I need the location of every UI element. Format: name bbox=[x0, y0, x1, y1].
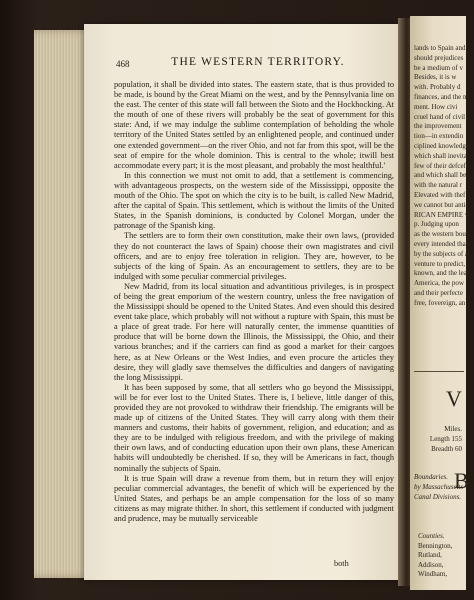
section-rule bbox=[414, 371, 464, 372]
boundaries-line: Canal Divisions. bbox=[414, 493, 462, 501]
facing-line: Elevated with thef bbox=[414, 190, 466, 199]
paragraph: New Madrid, from its local situation and advantitious privileges, is in prospect of being the great emporium of the western country, unless the free navigation of the Mississippi should be opened to the United States. And even should this desired event take place, which probably will not without a rupture with Spain, this must be a place of great trade. For here will naturally center, the immense quantities of produce that will be borne down the Illinois, the Mississippi, the Ohio, and their various branches; and if the carriers can find as good a market for their cargoes here, as at New Orleans or the West Indies, and even procure the articles they desire, they will gladly save themselves the difficulties and dangers of navigating the long Mississippi. bbox=[114, 281, 394, 382]
facing-line: we cannot but antic bbox=[414, 200, 469, 209]
facing-page bbox=[410, 16, 471, 590]
body-text bbox=[114, 80, 394, 524]
facing-line: be a medium of v bbox=[414, 63, 463, 72]
facing-line: finances, and the m bbox=[414, 92, 469, 101]
facing-line: the improvement bbox=[414, 122, 462, 131]
facing-line: few of their defcefi bbox=[414, 161, 468, 170]
facing-line: as the western bou bbox=[414, 230, 466, 239]
facing-line: and which shall be bbox=[414, 171, 467, 180]
table-line: Breadth 60 bbox=[431, 445, 462, 453]
catchword: both bbox=[334, 559, 349, 568]
facing-line: America, the pow bbox=[414, 279, 464, 288]
county-item: Rutland, bbox=[418, 551, 442, 559]
facing-line: tion—in extendin bbox=[414, 132, 464, 141]
facing-line: RICAN EMPIRE w bbox=[414, 210, 471, 219]
left-page bbox=[84, 24, 402, 580]
facing-line: p. Judging upon bbox=[414, 220, 459, 229]
facing-line: lands to Spain and bbox=[414, 44, 466, 52]
boundaries-line: by Massachusetts bbox=[414, 483, 464, 491]
facing-line: with. Probably d bbox=[414, 83, 461, 92]
paragraph: The settlers are to form their own constitution, make their own laws, (provided they do not counteract the laws of Spain) choose their own magistrates and civil officers, and are to enjoy free toleration in religion. They are, however, to be subjects of the king of Spain. As an encouragement to settlers, they are to be indulged with some peculiar commercial privileges. bbox=[114, 231, 394, 281]
facing-line: every intended than bbox=[414, 239, 470, 248]
section-heading-letter: V bbox=[446, 386, 462, 411]
table-line: Miles. bbox=[444, 425, 462, 433]
paragraph: population, it shall be divided into states. The eastern state, that is thus provided to be made, is bound by the Great Miami on the west, and by the Pennsylvania line on the east. The center of this state will fall between the Sioto and the Hockhocking. At the mouth of one of these rivers will probably be the seat of government for this state: And, if we may indulge the sublime contemplation of beholding the whole territory of the United States settled by an enlightened people, and continued under one extended government—on the river Ohio, and not far from this spot, will be the seat of empire for the whole dominion. This is central to the whole; itwill best accommodate every part; it is the most pleasant, and probably the most healthful.' bbox=[114, 80, 394, 170]
facing-line: by the subjects of a bbox=[414, 249, 469, 258]
dimensions-table bbox=[418, 424, 462, 454]
facing-line: known, and the lea bbox=[414, 269, 467, 278]
facing-page-text bbox=[414, 44, 474, 309]
table-line: Length 155 bbox=[429, 435, 462, 443]
boundaries-line: Boundaries. bbox=[414, 473, 449, 481]
facing-line: which shall inevita bbox=[414, 151, 467, 160]
facing-line: should prejudices bbox=[414, 53, 464, 62]
facing-line: free, fovereign, an bbox=[414, 298, 466, 307]
counties-block bbox=[418, 532, 452, 580]
facing-line: and their perfecte bbox=[414, 288, 463, 297]
facing-line: cruel hand of civil bbox=[414, 112, 466, 121]
facing-line: ciplined knowledge, bbox=[414, 141, 471, 150]
facing-line: with the natural r bbox=[414, 181, 463, 190]
facing-line: venture to predict, bbox=[414, 259, 466, 268]
county-item: Addison, bbox=[418, 560, 444, 569]
bracket-letter: B bbox=[454, 468, 469, 493]
county-item: Bennington, bbox=[418, 541, 453, 550]
paragraph: In this connection we must not omit to add, that a settlement is commencing, with advantageous prospects, on the western side of the Mississippi, opposite the mouth of the Ohio. The spot on which the city is to be built, is called New Madrid, after the capital of Spain. This settlement, which is without the limits of the United States, in the Spanish dominions, is conducted by Colonel Morgan, under the patronage of the Spanish king. bbox=[114, 170, 394, 231]
facing-line: ment. How civi bbox=[414, 102, 458, 111]
paragraph: It has been supposed by some, that all settlers who go beyond the Mississippi, will be for ever lost to the United States. There is, I believe, little danger of this, provided they are not provoked to withdraw their friendship. The emigrants will be made up of citizens of the United States. They will carry along with them their manners and customs, their habits of government, religion, and education; and as they are to be indulged with religious freedom, and with the privilege of making their own laws, and of conducting education upon their own plans, these American habits will undoubtedly be cherished. If so, they will be Americans in fact, though nominally the subjects of Spain. bbox=[114, 382, 394, 473]
page-number: 468 bbox=[116, 59, 130, 69]
running-head: THE WESTERN TERRITORY. bbox=[171, 56, 345, 68]
counties-heading: Counties. bbox=[418, 532, 445, 540]
facing-line: Besides, it is w bbox=[414, 73, 457, 82]
page-header bbox=[116, 56, 400, 74]
paragraph: It is true Spain will draw a revenue from them, but in return they will enjoy peculiar commercial advantages, the benefit of which will be experienced by the United States, and perhaps be an ample compensation for the loss of so many citizens as may migrate thither. In short, this settlement if conducted with judgment and prudence, may be mutually serviceable bbox=[114, 473, 394, 524]
county-item: Windham, bbox=[418, 570, 448, 578]
